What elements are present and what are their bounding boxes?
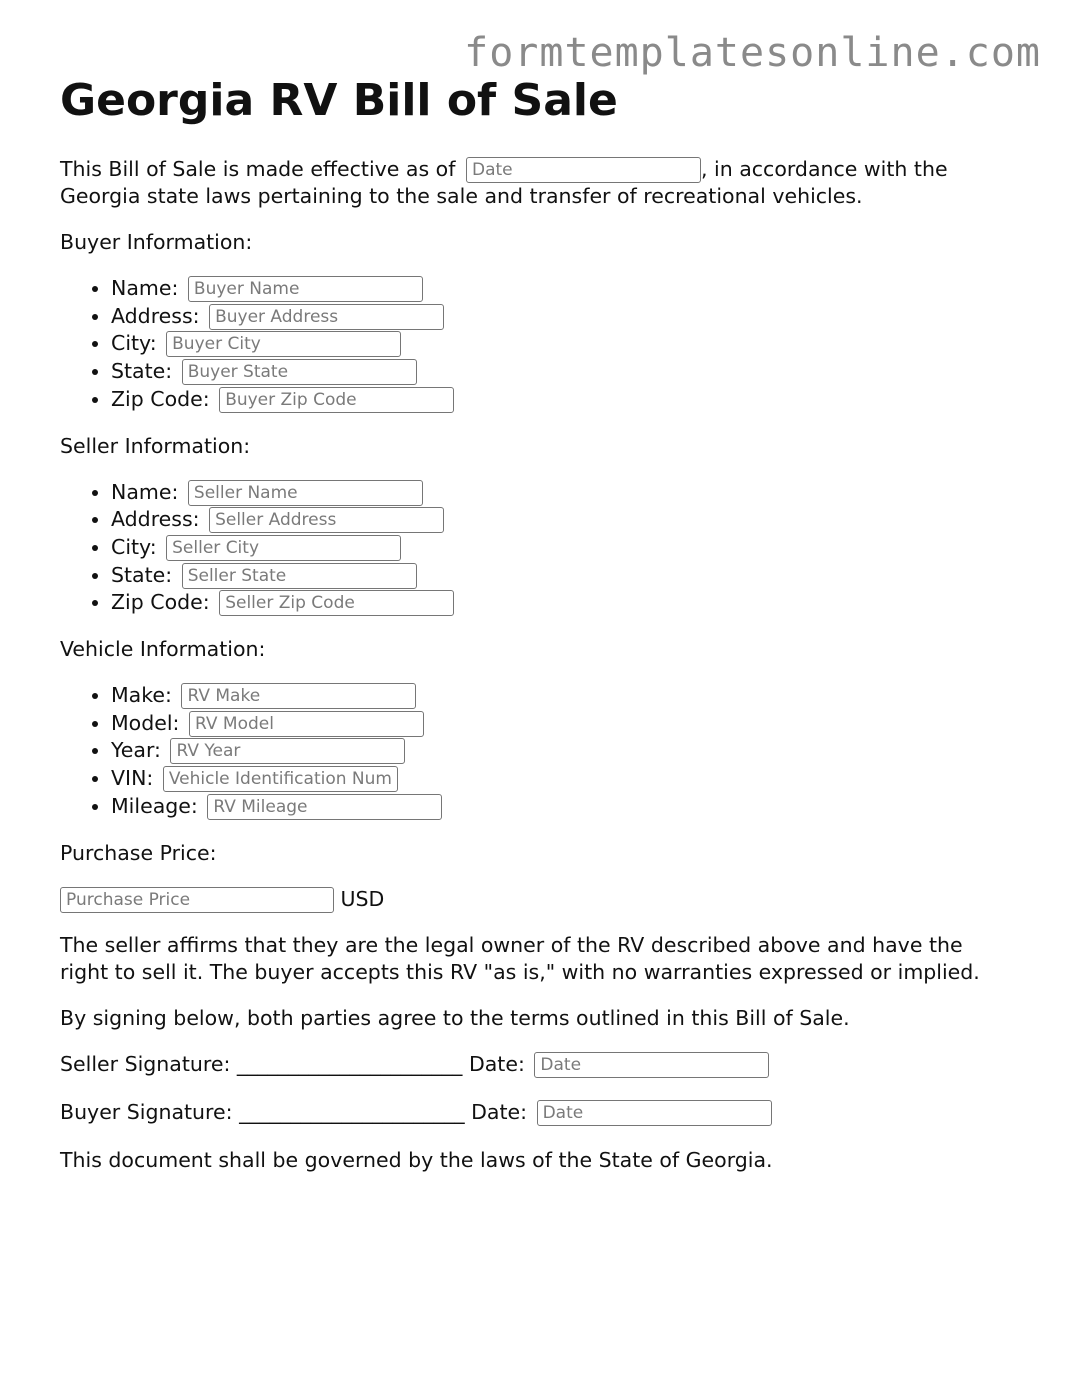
buyer-state-item	[111, 358, 1020, 386]
vehicle-mileage-label: Mileage:	[111, 793, 198, 818]
watermark: formtemplatesonline.com	[464, 30, 1041, 76]
intro-paragraph	[60, 156, 1020, 210]
buyer-zip-label: Zip Code:	[111, 386, 210, 411]
vehicle-year-input[interactable]	[170, 738, 405, 764]
vehicle-mileage-input[interactable]	[207, 794, 442, 820]
agreement-paragraph: By signing below, both parties agree to the terms outlined in this Bill of Sale.	[60, 1005, 850, 1030]
seller-address-label: Address:	[111, 507, 200, 532]
seller-state-item	[111, 562, 1020, 590]
buyer-name-label: Name:	[111, 276, 179, 300]
vehicle-vin-item	[111, 765, 1020, 793]
governing-law-paragraph: This document shall be governed by the laws of the State of Georgia.	[60, 1147, 773, 1172]
buyer-signature-row	[60, 1099, 1020, 1126]
seller-section-heading: Seller Information:	[60, 433, 251, 458]
vehicle-make-input[interactable]	[181, 683, 416, 709]
seller-signature-row	[60, 1051, 1020, 1078]
seller-date-input[interactable]	[534, 1052, 769, 1078]
seller-name-input[interactable]	[188, 480, 423, 506]
seller-zip-label: Zip Code:	[111, 590, 210, 615]
vehicle-mileage-item	[111, 793, 1020, 821]
buyer-signature-line: ______________________	[239, 1099, 465, 1124]
effective-date-input[interactable]	[466, 157, 701, 183]
vehicle-vin-input[interactable]	[163, 766, 398, 792]
purchase-price-input[interactable]	[60, 887, 334, 913]
seller-date-label: Date:	[468, 1051, 525, 1076]
vehicle-model-label: Model:	[111, 710, 180, 735]
buyer-zip-item	[111, 386, 1020, 414]
seller-signature-line: ______________________	[236, 1051, 463, 1076]
buyer-name-input[interactable]	[188, 276, 423, 302]
seller-state-input[interactable]	[182, 563, 417, 589]
intro-text-line2: Georgia state laws pertaining to the sale and transfer of recreational vehicles.	[60, 184, 863, 208]
buyer-city-input[interactable]	[166, 331, 401, 357]
seller-address-input[interactable]	[209, 507, 444, 533]
vehicle-model-input[interactable]	[189, 711, 424, 737]
buyer-section-heading: Buyer Information:	[60, 230, 253, 254]
price-section-heading: Purchase Price:	[60, 840, 217, 865]
seller-city-input[interactable]	[166, 535, 401, 561]
affirmation-paragraph	[60, 932, 1020, 986]
buyer-name-item	[111, 275, 1020, 303]
buyer-city-item	[111, 330, 1020, 358]
seller-address-item	[111, 506, 1020, 534]
seller-name-label: Name:	[111, 479, 179, 504]
affirmation-line2: right to sell it. The buyer accepts this RV "as is," with no warranties expressed or implied.	[60, 959, 980, 984]
bill-of-sale-form	[60, 74, 1020, 1174]
vehicle-section-heading: Vehicle Information:	[60, 637, 266, 662]
vehicle-field-list	[60, 682, 1020, 821]
vehicle-make-label: Make:	[111, 683, 172, 708]
buyer-city-label: City:	[111, 331, 157, 356]
vehicle-year-item	[111, 737, 1020, 765]
seller-city-label: City:	[111, 534, 157, 559]
buyer-state-input[interactable]	[182, 359, 417, 385]
price-row	[60, 886, 1020, 913]
buyer-date-input[interactable]	[537, 1100, 772, 1126]
seller-name-item	[111, 479, 1020, 507]
page-title: Georgia RV Bill of Sale	[60, 75, 618, 126]
seller-zip-input[interactable]	[219, 590, 454, 616]
seller-zip-item	[111, 589, 1020, 617]
vehicle-vin-label: VIN:	[111, 766, 154, 791]
buyer-state-label: State:	[111, 359, 173, 384]
buyer-address-item	[111, 303, 1020, 331]
buyer-address-label: Address:	[111, 303, 200, 328]
buyer-signature-label: Buyer Signature:	[60, 1099, 233, 1124]
buyer-field-list	[60, 275, 1020, 414]
buyer-zip-input[interactable]	[219, 387, 454, 413]
intro-text-after: , in accordance with the	[700, 157, 948, 181]
currency-label: USD	[340, 886, 385, 911]
seller-signature-label: Seller Signature:	[60, 1051, 231, 1076]
seller-state-label: State:	[111, 562, 173, 587]
vehicle-year-label: Year:	[111, 738, 161, 763]
vehicle-make-item	[111, 682, 1020, 710]
buyer-address-input[interactable]	[209, 304, 444, 330]
vehicle-model-item	[111, 710, 1020, 738]
buyer-date-label: Date:	[471, 1099, 528, 1124]
seller-field-list	[60, 479, 1020, 618]
affirmation-line1: The seller affirms that they are the legal owner of the RV described above and have the	[60, 932, 963, 957]
intro-text-before: This Bill of Sale is made effective as of	[60, 157, 456, 181]
seller-city-item	[111, 534, 1020, 562]
